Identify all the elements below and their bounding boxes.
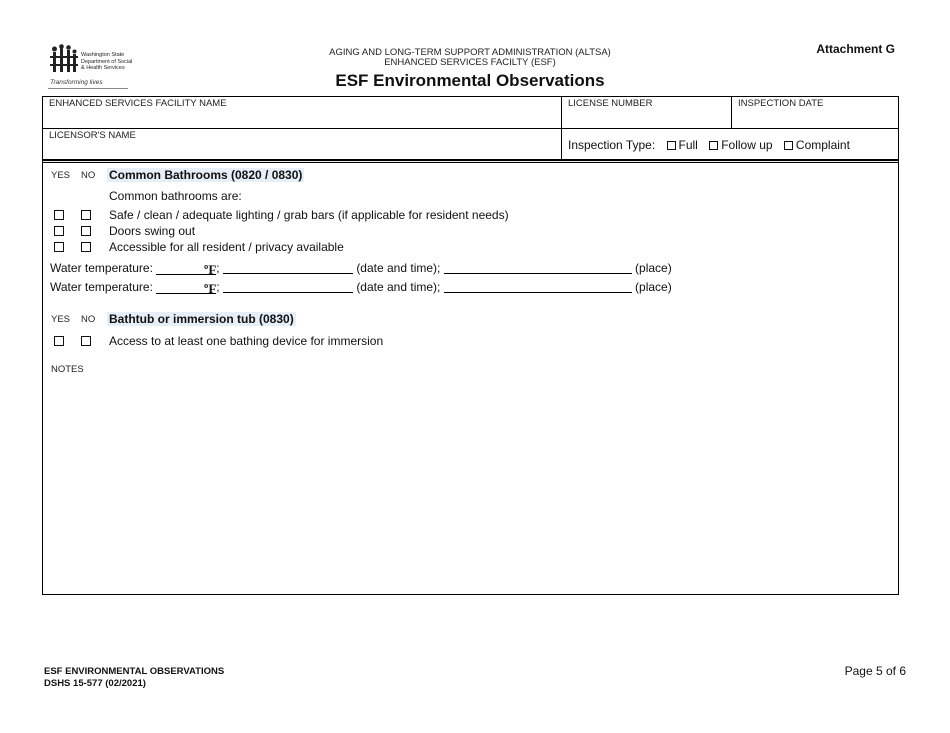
tub-yes-checkbox[interactable] [54, 336, 64, 346]
item1-no-checkbox[interactable] [81, 210, 91, 220]
license-number-label: LICENSE NUMBER [568, 98, 653, 109]
no-header: NO [81, 170, 96, 181]
facility-name-field[interactable] [43, 97, 562, 129]
water-temp-row-1 [50, 261, 672, 275]
no-header: NO [81, 314, 96, 325]
temp-input-2[interactable] [156, 281, 216, 294]
place-label: (place) [635, 261, 672, 275]
follow-up-checkbox[interactable] [709, 141, 718, 150]
place-input-1[interactable] [444, 261, 632, 274]
date-time-label: (date and time); [356, 280, 441, 294]
temp-input-1[interactable] [156, 262, 216, 275]
footer-form-number: DSHS 15-577 (02/2021) [44, 678, 146, 689]
semicolon: ; [216, 261, 220, 275]
page-title: ESF Environmental Observations [335, 71, 605, 90]
date-time-input-2[interactable] [223, 280, 353, 293]
item2-no-checkbox[interactable] [81, 226, 91, 236]
license-number-field[interactable] [562, 97, 732, 129]
item3-yes-checkbox[interactable] [54, 242, 64, 252]
section-divider [43, 159, 898, 163]
full-option-label: Full [678, 138, 698, 152]
date-time-input-1[interactable] [223, 261, 353, 274]
inspection-date-field[interactable] [732, 97, 898, 129]
follow-up-option-label: Follow up [721, 138, 773, 152]
inspection-type-field [562, 129, 898, 159]
place-input-2[interactable] [444, 280, 632, 293]
agency-line-2: ENHANCED SERVICES FACILTY (ESF) [384, 57, 556, 68]
footer-form-title: ESF ENVIRONMENTAL OBSERVATIONS [44, 666, 225, 677]
water-temp-row-2 [50, 280, 672, 294]
tub-no-checkbox[interactable] [81, 336, 91, 346]
bathroom-item-2: Doors swing out [109, 224, 196, 238]
item3-no-checkbox[interactable] [81, 242, 91, 252]
degree-unit: ºF [204, 262, 217, 277]
logo-tagline: Transforming lives [50, 79, 103, 86]
full-checkbox[interactable] [667, 141, 676, 150]
bathroom-item-1: Safe / clean / adequate lighting / grab bars (if applicable for resident needs) [109, 208, 509, 222]
inspection-date-label: INSPECTION DATE [738, 98, 824, 109]
dshs-logo [48, 44, 132, 90]
agency-line-1: AGING AND LONG-TERM SUPPORT ADMINISTRATION (ALTSA) [329, 47, 611, 58]
place-label: (place) [635, 280, 672, 294]
notes-area[interactable] [43, 379, 898, 593]
licensor-name-label: LICENSOR'S NAME [49, 130, 136, 141]
section-title-bathtub: Bathtub or immersion tub (0830) [109, 312, 294, 326]
inspection-type-label: Inspection Type: [568, 138, 656, 152]
yes-header: YES [51, 314, 71, 325]
attachment-label: Attachment G [816, 42, 895, 56]
facility-name-label: ENHANCED SERVICES FACILITY NAME [49, 98, 227, 109]
logo-line-2: Department of Social [81, 58, 133, 65]
complaint-option-label: Complaint [795, 138, 850, 152]
logo-rule [48, 88, 128, 89]
yes-header: YES [51, 170, 71, 181]
observation-form [42, 96, 899, 595]
section-title-common-bathrooms: Common Bathrooms (0820 / 0830) [109, 168, 303, 182]
water-temp-label: Water temperature: [50, 261, 153, 275]
page-number: Page 5 of 6 [844, 664, 906, 678]
licensor-name-field[interactable] [43, 129, 562, 159]
logo-line-1: Washington State [81, 52, 125, 58]
dshs-figures-icon [50, 44, 78, 76]
degree-unit: ºF [204, 281, 217, 296]
date-time-label: (date and time); [356, 261, 441, 275]
item2-yes-checkbox[interactable] [54, 226, 64, 236]
tub-item-1: Access to at least one bathing device for immersion [109, 334, 384, 348]
item1-yes-checkbox[interactable] [54, 210, 64, 220]
logo-line-3: & Health Services [81, 65, 125, 71]
common-bathrooms-intro: Common bathrooms are: [109, 189, 242, 203]
bathroom-item-3: Accessible for all resident / privacy available [109, 240, 344, 254]
notes-label: NOTES [51, 364, 84, 375]
semicolon: ; [216, 280, 220, 294]
complaint-checkbox[interactable] [784, 141, 793, 150]
water-temp-label: Water temperature: [50, 280, 153, 294]
agency-header [270, 48, 670, 68]
footer-form-info [44, 666, 224, 690]
